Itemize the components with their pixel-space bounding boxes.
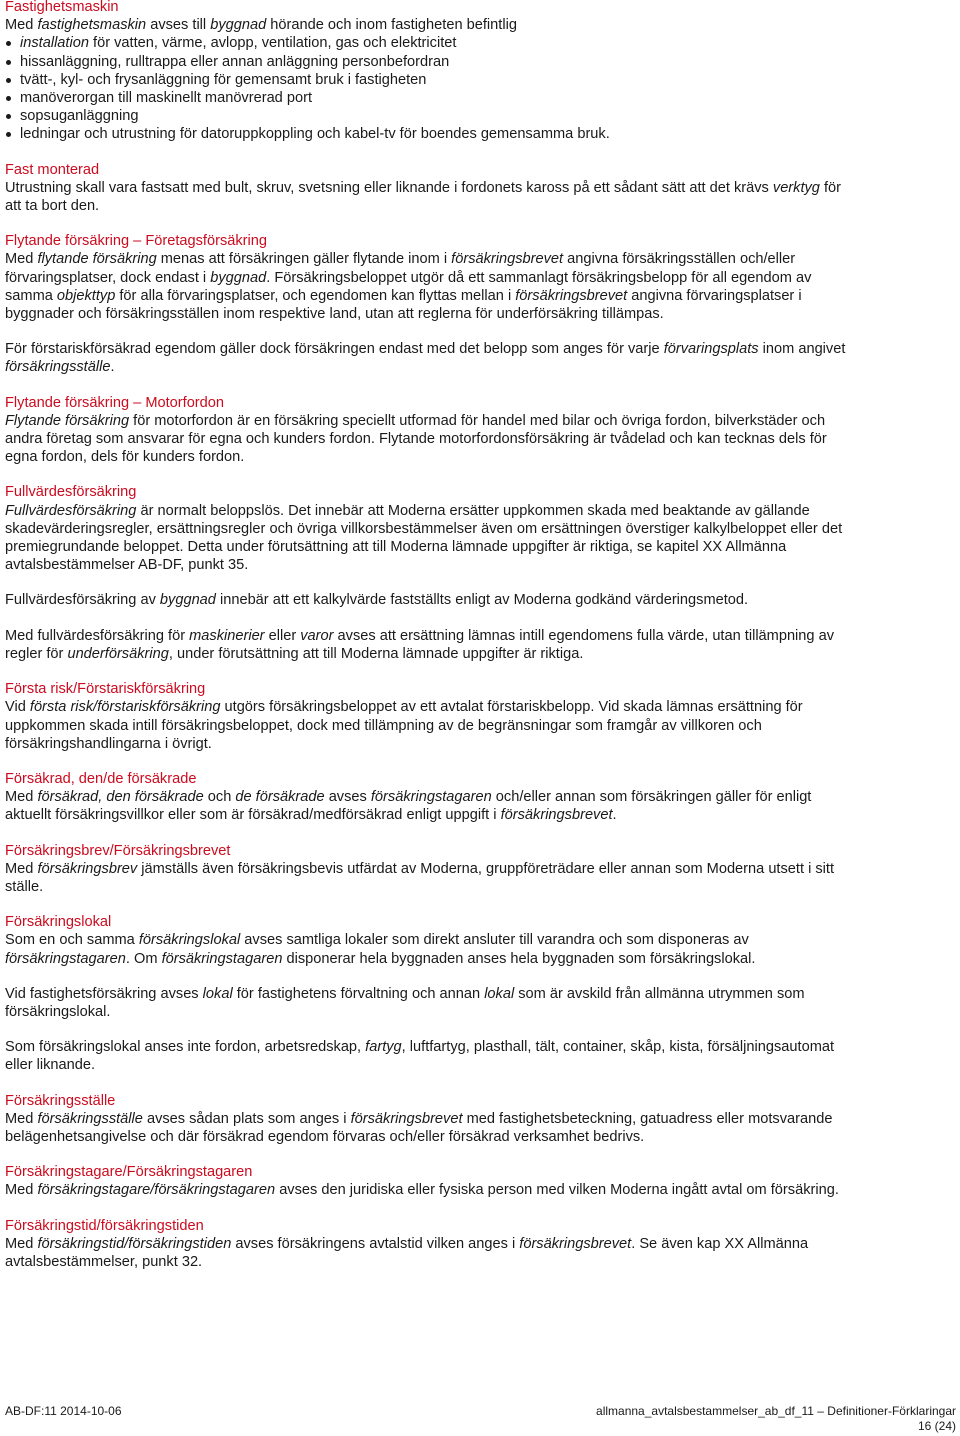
text-run: avses — [324, 789, 371, 806]
emphasized-term: verktyg — [772, 179, 820, 196]
bullet-item — [5, 71, 855, 89]
emphasized-term: fartyg — [365, 1039, 402, 1056]
definition-paragraph — [5, 627, 855, 663]
text-run: avses till — [146, 17, 211, 34]
emphasized-term: maskinerier — [189, 627, 265, 644]
term-heading: Försäkringsbrev/Försäkringsbrevet — [5, 842, 231, 859]
emphasized-term: de försäkrade — [235, 789, 325, 806]
text-run: Med — [5, 860, 38, 877]
emphasized-term: byggnad — [210, 17, 267, 34]
text-run: Med — [5, 789, 38, 806]
definition-section — [5, 0, 855, 144]
term-heading: Fullvärdesförsäkring — [5, 484, 137, 501]
emphasized-term: Flytande försäkring — [5, 412, 130, 429]
text-run: Som en och samma — [5, 932, 139, 949]
emphasized-term: lokal — [484, 985, 515, 1002]
text-run: är normalt beloppslös. Det innebär att Moderna ersätter uppkommen skada med beaktande av gällande skadevärderingsregler, ersättningsregler och övriga villkorsbestämmelser även om ersättningen överstiger kalkylbeloppet eller det premiegrundande beloppet. Detta under förutsättning att till Moderna lämnade uppgifter är riktiga, se kapitel XX Allmänna avtalsbestämmelser AB-DF, punkt 35. — [5, 502, 843, 574]
definition-paragraph — [5, 16, 855, 34]
definition-paragraph — [5, 591, 855, 609]
text-run: Med fullvärdesförsäkring för — [5, 627, 190, 644]
emphasized-term: försäkringsbrevet — [500, 807, 613, 824]
footer-file-name: allmanna_avtalsbestammelser_ab_df_11 – Definitioner-Förklaringar — [596, 1404, 956, 1418]
emphasized-term: försäkringstagaren — [161, 950, 283, 967]
text-run: tvätt-, kyl- och frysanläggning för gemensamt bruk i fastigheten — [20, 71, 427, 88]
emphasized-term: byggnad — [210, 269, 267, 286]
text-run: för att ta bort den. — [5, 179, 842, 215]
definition-paragraph — [5, 179, 855, 215]
text-run: hörande och inom fastigheten befintlig — [266, 17, 517, 34]
term-body — [5, 179, 855, 215]
definition-section — [5, 842, 855, 897]
definition-paragraph — [5, 985, 855, 1021]
emphasized-term: objekttyp — [56, 287, 116, 304]
text-run: med fastighetsbeteckning, gatuadress eller motsvarande belägenhetsangivelse och där försäkrad egendom förvaras och/eller försäkrad verksamhet bedrivs. — [5, 1110, 833, 1145]
text-run: ledningar och utrustning för datoruppkoppling och kabel-tv för boendes gemensamma bruk. — [20, 126, 610, 143]
term-heading: Försäkrad, den/de försäkrade — [5, 770, 197, 787]
text-run: avses försäkringens avtalstid vilken anges i — [231, 1235, 520, 1252]
emphasized-term: försäkringstagaren — [5, 950, 126, 967]
text-run: avses samtliga lokaler som direkt ansluter till varandra och som disponeras av — [240, 932, 749, 949]
definition-paragraph — [5, 931, 855, 967]
term-heading: Flytande försäkring – Företagsförsäkring — [5, 233, 267, 250]
text-run: , under förutsättning att till Moderna lämnade uppgifter är riktiga. — [168, 645, 584, 662]
text-run: angivna försäkringsställen och/eller förvaringsplatser, dock endast i — [5, 251, 796, 286]
definition-section — [5, 770, 855, 825]
text-run: Med — [5, 251, 38, 268]
text-run: . Se även kap XX Allmänna avtalsbestämmelser, punkt 32. — [5, 1235, 809, 1270]
emphasized-term: försäkringsställe — [5, 359, 111, 376]
emphasized-term: flytande försäkring — [37, 251, 157, 268]
emphasized-term: varor — [300, 627, 334, 644]
definition-paragraph — [5, 698, 855, 753]
text-run: inom angivet — [758, 341, 846, 358]
text-run: angivna förvaringsplatser i byggnader och försäkringsställen inom respektive land, utan att reglerna för underförsäkring tillämpas. — [5, 287, 802, 323]
text-run: Med — [5, 1110, 38, 1127]
text-run: . Om — [125, 950, 162, 967]
definition-section — [5, 913, 855, 1074]
definition-paragraph — [5, 1181, 855, 1199]
term-body — [5, 16, 855, 143]
term-body — [5, 788, 855, 824]
text-run: avses den juridiska eller fysiska person med vilken Moderna ingått avtal om försäkring. — [275, 1182, 839, 1199]
text-run: Med — [5, 1182, 38, 1199]
text-run: avses sådan plats som anges i — [142, 1110, 351, 1127]
emphasized-term: försäkringsbrev — [37, 860, 138, 877]
footer-doc-id: AB-DF:11 2014-10-06 — [5, 1404, 122, 1418]
term-heading: Första risk/Förstariskförsäkring — [5, 681, 206, 698]
text-run: För förstariskförsäkrad egendom gäller dock försäkringen endast med det belopp som anges för varje — [5, 341, 664, 358]
term-heading: Försäkringsställe — [5, 1092, 116, 1109]
definition-section — [5, 680, 855, 753]
text-run: . — [110, 359, 115, 376]
text-run: för fastighetens förvaltning och annan — [232, 985, 485, 1002]
text-run: utgörs försäkringsbeloppet av ett avtalat förstariskbelopp. Vid skada lämnas ersättning för uppkommen skada intill försäkringsbeloppet, dock med tillämpning av de begränsningar som framgår av villkoren och försäkringshandlingarna i övrigt. — [5, 699, 803, 752]
term-body — [5, 931, 855, 1074]
bullet-item — [5, 107, 855, 125]
definition-paragraph — [5, 412, 855, 467]
bullet-item — [5, 125, 855, 143]
text-run: , luftfartyg, plasthall, tält, container, skåp, kista, försäljningsautomat eller liknande. — [5, 1039, 835, 1074]
text-run: Fullvärdesförsäkring av — [5, 592, 160, 609]
text-run: Som försäkringslokal anses inte fordon, arbetsredskap, — [5, 1039, 366, 1056]
definition-section — [5, 1217, 855, 1272]
text-run: och/eller annan som försäkringen gäller för enligt aktuellt försäkringsvillkor eller som är försäkrad/medförsäkrad enligt uppgift i — [5, 789, 812, 824]
definition-paragraph — [5, 250, 855, 323]
text-run: som är avskild från allmänna utrymmen som försäkringslokal. — [5, 985, 805, 1020]
document-body — [5, 0, 855, 1288]
text-run: för vatten, värme, avlopp, ventilation, gas och elektricitet — [88, 35, 457, 52]
term-heading: Fastighetsmaskin — [5, 0, 119, 15]
bullet-item — [5, 89, 855, 107]
emphasized-term: försäkringsbrevet — [515, 287, 628, 304]
text-run: för motorfordon är en försäkring speciellt utformad för handel med bilar och övriga fordon, bilverkstäder och andra företag som ansvarar för egna och kunders fordon. Flytande motorfordonsförsäkring är tvådelad och kan tecknas dels för egna fordon, dels för kunders fordon. — [5, 412, 827, 466]
emphasized-term: försäkringstagaren — [370, 789, 492, 806]
term-body — [5, 502, 855, 663]
text-run: Vid fastighetsförsäkring avses — [5, 985, 203, 1002]
definition-section — [5, 1163, 855, 1199]
emphasized-term: försäkringsbrevet — [350, 1110, 463, 1127]
text-run: Utrustning skall vara fastsatt med bult, skruv, svetsning eller liknande i fordonets kaross på ett sådant sätt att det krävs — [5, 179, 773, 196]
emphasized-term: underförsäkring — [67, 645, 169, 662]
emphasized-term: installation — [20, 35, 89, 52]
emphasized-term: försäkringslokal — [138, 932, 241, 949]
text-run: manöverorgan till maskinellt manövrerad port — [20, 90, 313, 107]
emphasized-term: försäkrad, den försäkrade — [37, 789, 204, 806]
text-run: disponerar hela byggnaden anses hela byggnaden som försäkringslokal. — [282, 950, 756, 967]
definition-paragraph — [5, 788, 855, 824]
term-heading: Försäkringstagare/Försäkringstagaren — [5, 1164, 253, 1181]
definition-paragraph — [5, 1038, 855, 1074]
term-heading: Försäkringstid/försäkringstiden — [5, 1217, 204, 1234]
emphasized-term: Fullvärdesförsäkring — [5, 502, 137, 519]
definition-section — [5, 161, 855, 216]
definition-paragraph — [5, 1235, 855, 1271]
emphasized-term: försäkringsbrevet — [519, 1235, 632, 1252]
emphasized-term: försäkringstagare/försäkringstagaren — [37, 1182, 276, 1199]
text-run: avses att ersättning lämnas intill egendomens fulla värde, utan tillämpning av regler för — [5, 627, 835, 662]
bullet-item — [5, 53, 855, 71]
text-run: . Försäkringsbeloppet utgör då ett sammanlagt försäkringsbelopp för all egendom av samma — [5, 269, 812, 304]
term-body — [5, 698, 855, 753]
text-run: menas att försäkringen gäller flytande inom i — [156, 251, 452, 268]
footer-page-number: 16 (24) — [917, 1419, 956, 1433]
text-run: innebär att ett kalkylvärde fastställts enligt av Moderna godkänd värderingsmetod. — [215, 592, 749, 609]
text-run: hissanläggning, rulltrappa eller annan anläggning personbefordran — [20, 53, 450, 70]
bullet-list — [5, 34, 855, 143]
footer-right — [396, 1404, 956, 1434]
term-body — [5, 860, 855, 896]
term-body — [5, 1110, 855, 1146]
definition-section — [5, 1092, 855, 1147]
emphasized-term: första risk/förstariskförsäkring — [29, 699, 221, 716]
term-heading: Försäkringslokal — [5, 914, 112, 931]
term-body — [5, 1181, 855, 1199]
bullet-item — [5, 34, 855, 52]
emphasized-term: försäkringstid/försäkringstiden — [37, 1235, 232, 1252]
text-run: och — [203, 789, 236, 806]
text-run: eller — [264, 627, 301, 644]
definition-section — [5, 483, 855, 663]
emphasized-term: försäkringsbrevet — [451, 251, 564, 268]
emphasized-term: lokal — [202, 985, 233, 1002]
term-body — [5, 250, 855, 376]
text-run: . — [612, 807, 617, 824]
term-body — [5, 1235, 855, 1271]
definition-paragraph — [5, 860, 855, 896]
text-run: Med — [5, 17, 38, 34]
emphasized-term: förvaringsplats — [663, 341, 759, 358]
emphasized-term: byggnad — [159, 592, 216, 609]
term-body — [5, 412, 855, 467]
definition-paragraph — [5, 1110, 855, 1146]
term-heading: Fast monterad — [5, 161, 100, 178]
text-run: jämställs även försäkringsbevis utfärdat av Moderna, gruppföreträdare eller annan som Moderna utsett i sitt ställe. — [5, 860, 835, 895]
definition-paragraph — [5, 340, 855, 376]
definition-section — [5, 232, 855, 376]
definition-paragraph — [5, 502, 855, 575]
text-run: sopsuganläggning — [20, 108, 139, 125]
term-heading: Flytande försäkring – Motorfordon — [5, 394, 225, 411]
emphasized-term: fastighetsmaskin — [37, 17, 147, 34]
text-run: Vid — [5, 699, 30, 716]
text-run: Med — [5, 1235, 38, 1252]
text-run: för alla förvaringsplatser, och egendomen kan flyttas mellan i — [115, 287, 516, 304]
emphasized-term: försäkringsställe — [37, 1110, 143, 1127]
definition-section — [5, 394, 855, 467]
